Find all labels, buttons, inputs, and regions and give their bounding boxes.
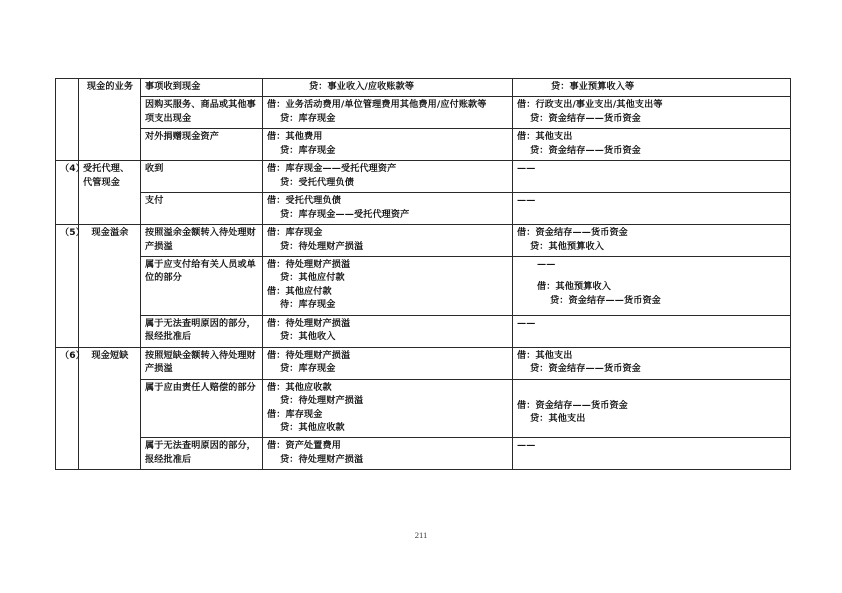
entry-line: 贷：库存现金——受托代理资产: [280, 209, 410, 220]
entry-line: 贷：资金结存——货币资金: [530, 113, 641, 124]
table-row: [56, 256, 791, 315]
event-cell: 属于无法查明原因的部分，报经批准后: [141, 438, 263, 470]
entry-line: 贷：事业收入/应收账款等: [309, 82, 415, 92]
entry-line: 贷：受托代理负债: [280, 177, 354, 188]
table-row: [56, 438, 791, 470]
budget-entry-cell: [513, 315, 791, 347]
row-category-label: 现金的业务: [86, 82, 134, 92]
entry-spacer: [517, 382, 787, 391]
financial-entry-cell: [263, 438, 513, 470]
entry-line: 借：库存现金: [267, 409, 323, 420]
financial-entry-cell: [263, 225, 513, 257]
entry-line: 贷：待处理财产损溢: [280, 454, 364, 465]
row-category-label: 现金溢余: [91, 228, 129, 239]
budget-entry-cell: [513, 347, 791, 379]
table-row: [56, 379, 791, 438]
row-index-cell: （5）: [56, 225, 79, 348]
entry-line: 借：库存现金: [267, 228, 323, 239]
entry-line: 贷：其他预算收入: [530, 241, 604, 252]
entry-line: 借：受托代理负债: [267, 196, 341, 207]
entry-dash: ——: [517, 196, 536, 207]
entry-dash: ——: [517, 318, 536, 329]
entry-line: 借：待处理财产损溢: [267, 350, 351, 361]
table-row: [56, 315, 791, 347]
entry-line: 待：库存现金: [280, 300, 336, 311]
row-index-cell: （6）: [56, 347, 79, 470]
event-cell: 支付: [141, 193, 263, 225]
entry-line: 贷：库存现金: [280, 113, 336, 124]
financial-entry-cell: [263, 193, 513, 225]
row-category-cell: [79, 225, 141, 348]
entry-line: 贷：库存现金: [280, 145, 336, 156]
financial-entry-cell: [263, 256, 513, 315]
entry-line: 借：资金结存——货币资金: [517, 400, 628, 411]
table-row: [56, 97, 791, 129]
entry-line: 借：资产处置费用: [267, 441, 341, 452]
entry-line: 借：其他支出: [517, 132, 573, 143]
table-body: [56, 79, 791, 470]
financial-entry-cell: [263, 129, 513, 161]
table-row: [56, 347, 791, 379]
entry-line: 贷：其他支出: [530, 414, 586, 425]
row-category-label: 受托代理、代管现金: [83, 164, 130, 188]
entry-line: 借：行政支出/事业支出/其他支出等: [517, 100, 663, 111]
entry-line: 贷：其他收入: [280, 332, 336, 343]
budget-entry-cell: [513, 161, 791, 193]
entry-line: 贷：资金结存——货币资金: [530, 364, 641, 375]
entry-line: 贷：库存现金: [280, 364, 336, 375]
budget-entry-cell: [513, 129, 791, 161]
budget-entry-cell: [513, 79, 791, 97]
table-row: [56, 193, 791, 225]
entry-dash: ——: [537, 259, 556, 270]
table-row: [56, 79, 791, 97]
entry-line: 借：业务活动费用/单位管理费用其他费用/应付账款等: [267, 100, 487, 111]
budget-entry-cell: [513, 379, 791, 438]
entry-line: 贷：待处理财产损溢: [280, 396, 364, 407]
budget-entry-cell: [513, 438, 791, 470]
entry-dash: ——: [517, 164, 536, 175]
event-cell: 按照短缺金额转入待处理财产损溢: [141, 347, 263, 379]
financial-entry-cell: [263, 379, 513, 438]
event-cell: 按照溢余金额转入待处理财产损溢: [141, 225, 263, 257]
entry-dash: ——: [517, 441, 536, 452]
entry-line: 贷：其他应付款: [280, 273, 345, 284]
financial-entry-cell: [263, 161, 513, 193]
event-cell: 事项收到现金: [141, 79, 263, 97]
entry-line: 借：其他支出: [517, 350, 573, 361]
entry-line: 借：其他应收款: [267, 382, 332, 393]
event-cell: 属于无法查明原因的部分，报经批准后: [141, 315, 263, 347]
entry-line: 借：其他预算收入: [537, 282, 611, 293]
budget-entry-cell: [513, 97, 791, 129]
table-row: [56, 129, 791, 161]
financial-entry-cell: [263, 347, 513, 379]
entry-line: 贷：资金结存——货币资金: [530, 145, 641, 156]
financial-entry-cell: [263, 97, 513, 129]
event-cell: 收到: [141, 161, 263, 193]
accounting-entries-table: [55, 78, 791, 470]
budget-entry-cell: [513, 256, 791, 315]
entry-line: 借：资金结存——货币资金: [517, 228, 628, 239]
financial-entry-cell: [263, 315, 513, 347]
event-cell: 对外捐赠现金资产: [141, 129, 263, 161]
event-cell: 属于应支付给有关人员或单位的部分: [141, 256, 263, 315]
entry-line: 贷：事业预算收入等: [551, 82, 635, 92]
entry-spacer: [537, 272, 787, 281]
table-row: [56, 225, 791, 257]
page-number: 211: [414, 530, 428, 540]
budget-entry-cell: [513, 225, 791, 257]
entry-line: 借：待处理财产损溢: [267, 259, 351, 270]
row-category-label: 现金短缺: [91, 350, 129, 361]
event-cell: 属于应由责任人赔偿的部分: [141, 379, 263, 438]
financial-entry-cell: [263, 79, 513, 97]
entry-line: 借：其他费用: [267, 132, 323, 143]
row-category-cell: [79, 161, 141, 225]
entry-line: 借：待处理财产损溢: [267, 318, 351, 329]
entry-line: 借：其他应付款: [267, 286, 332, 297]
row-category-cell: [79, 347, 141, 470]
row-category-cell: [79, 79, 141, 161]
event-cell: 因购买服务、商品或其他事项支出现金: [141, 97, 263, 129]
entry-line: 贷：资金结存——货币资金: [550, 295, 661, 306]
entry-line: 贷：其他应收款: [280, 422, 345, 433]
table-row: [56, 161, 791, 193]
entry-line: 贷：待处理财产损溢: [280, 241, 364, 252]
row-index-cell: （4）: [56, 161, 79, 225]
entry-spacer: [517, 391, 787, 400]
budget-entry-cell: [513, 193, 791, 225]
entry-line: 借：库存现金——受托代理资产: [267, 164, 397, 175]
row-index-cell: [56, 79, 79, 161]
